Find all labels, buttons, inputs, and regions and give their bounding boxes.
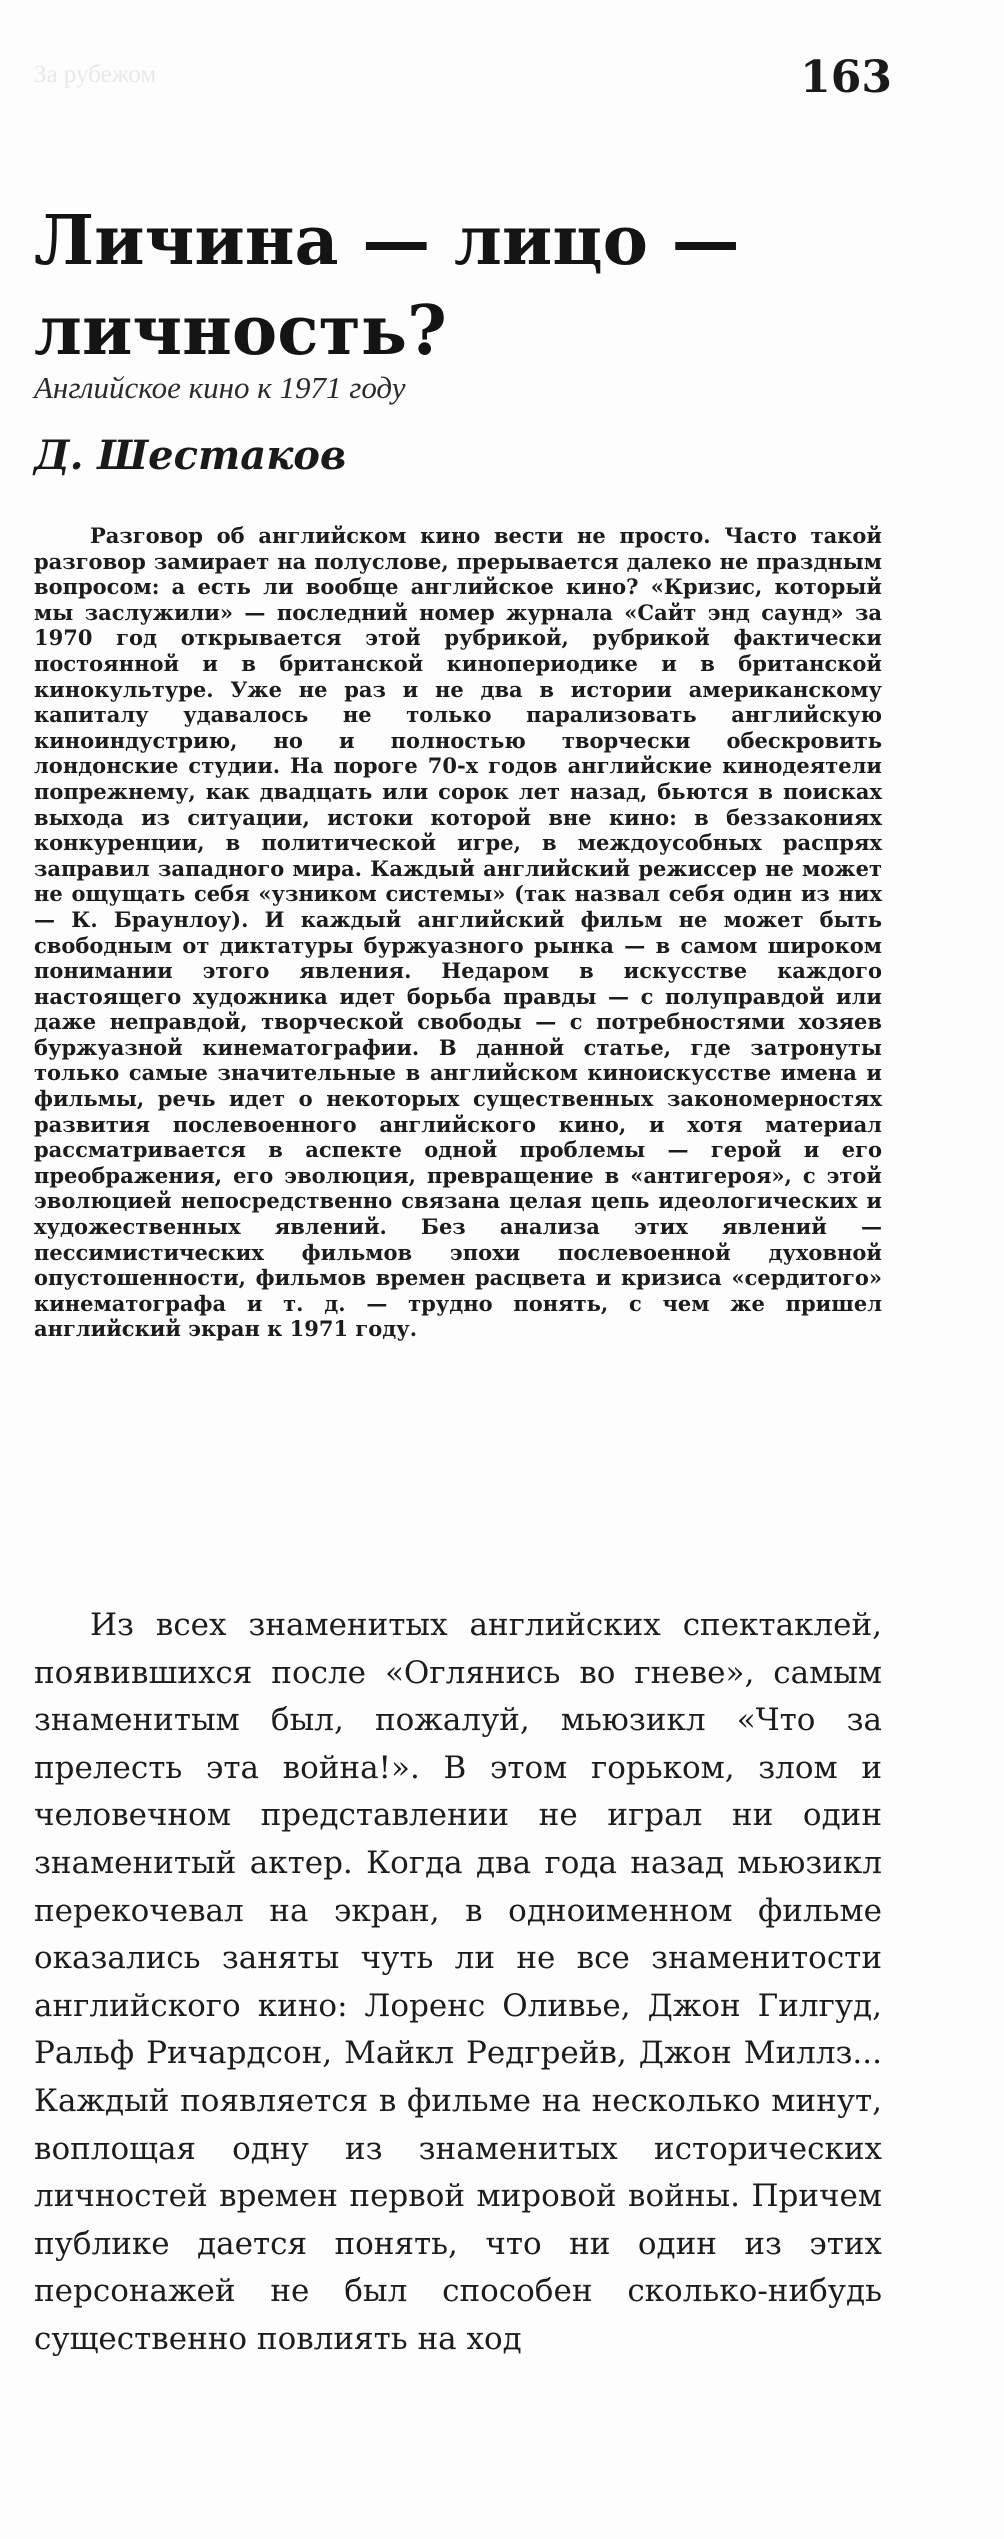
article-subtitle: Английское кино к 1971 году (34, 370, 406, 405)
article-author: Д. Шестаков (34, 432, 347, 479)
article-abstract: Разговор об английском кино вести не просто. Часто такой разговор замирает на полуслове, прерывается далеко не праздным вопросом: а есть ли вообще английское кино? «Кризис, который мы заслужили» — последний номер журнала «Сайт энд саунд» за 1970 год открывается этой рубрикой, рубрикой фактически постоянной и в британской кинопериодике и в британской кинокультуре. Уже не раз и не два в истории американскому капиталу удавалось не только парализовать английскую киноиндустрию, но и полностью творчески обескровить лондонские студии. На пороге 70-х годов английские кинодеятели попрежнему, как двадцать или сорок лет назад, бьются в поисках выхода из ситуации, истоки которой вне кино: в беззакониях конкуренции, в политической игре, в междоусобных распрях заправил западного мира. Каждый английский режиссер не может не ощущать себя «узником системы» (так назвал себя один из них — К. Браунлоу). И каждый английский фильм не может быть свободным от диктатуры буржуазного рынка — в самом широком понимании этого явления. Недаром в искусстве каждого настоящего художника идет борьба правды — с полуправдой или даже неправдой, творческой свободы — с потребностями хозяев буржуазной кинематографии. В данной статье, где затронуты только самые значительные в английском киноискусстве имена и фильмы, речь идет о некоторых существенных закономерностях развития послевоенного английского кино, и хотя материал рассматривается в аспекте одной проблемы — герой и его преображения, его эволюция, превращение в «антигероя», с этой эволюцией непосредственно связана целая цепь идеологических и художественных явлений. Без анализа этих явлений — пессимистических фильмов эпохи послевоенной духовной опустошенности, фильмов времен расцвета и кризиса «сердитого» кинематографа и т. д. — трудно понять, с чем же пришел английский экран к 1971 году. (34, 523, 882, 1342)
faded-section-header: За рубежом (34, 61, 157, 88)
article-title: Личина — лицо — личность? (34, 201, 740, 371)
page-number: 163 (800, 52, 892, 103)
article-body: Из всех знаменитых английских спектаклей, появившихся после «Оглянись во гневе», самым знаменитым был, пожалуй, мьюзикл «Что за прелесть эта война!». В этом горьком, злом и человечном представлении не играл ни один знаменитый актер. Когда два года назад мьюзикл перекочевал на экран, в одноименном фильме оказались заняты чуть ли не все знаменитости английского кино: Лоренс Оливье, Джон Гилгуд, Ральф Ричардсон, Майкл Редгрейв, Джон Миллз... Каждый появляется в фильме на несколько минут, воплощая одну из знаменитых исторических личностей времен первой мировой войны. Причем публике дается понять, что ни один из этих персонажей не был способен сколько-нибудь существенно повлиять на ход (34, 1607, 882, 2357)
